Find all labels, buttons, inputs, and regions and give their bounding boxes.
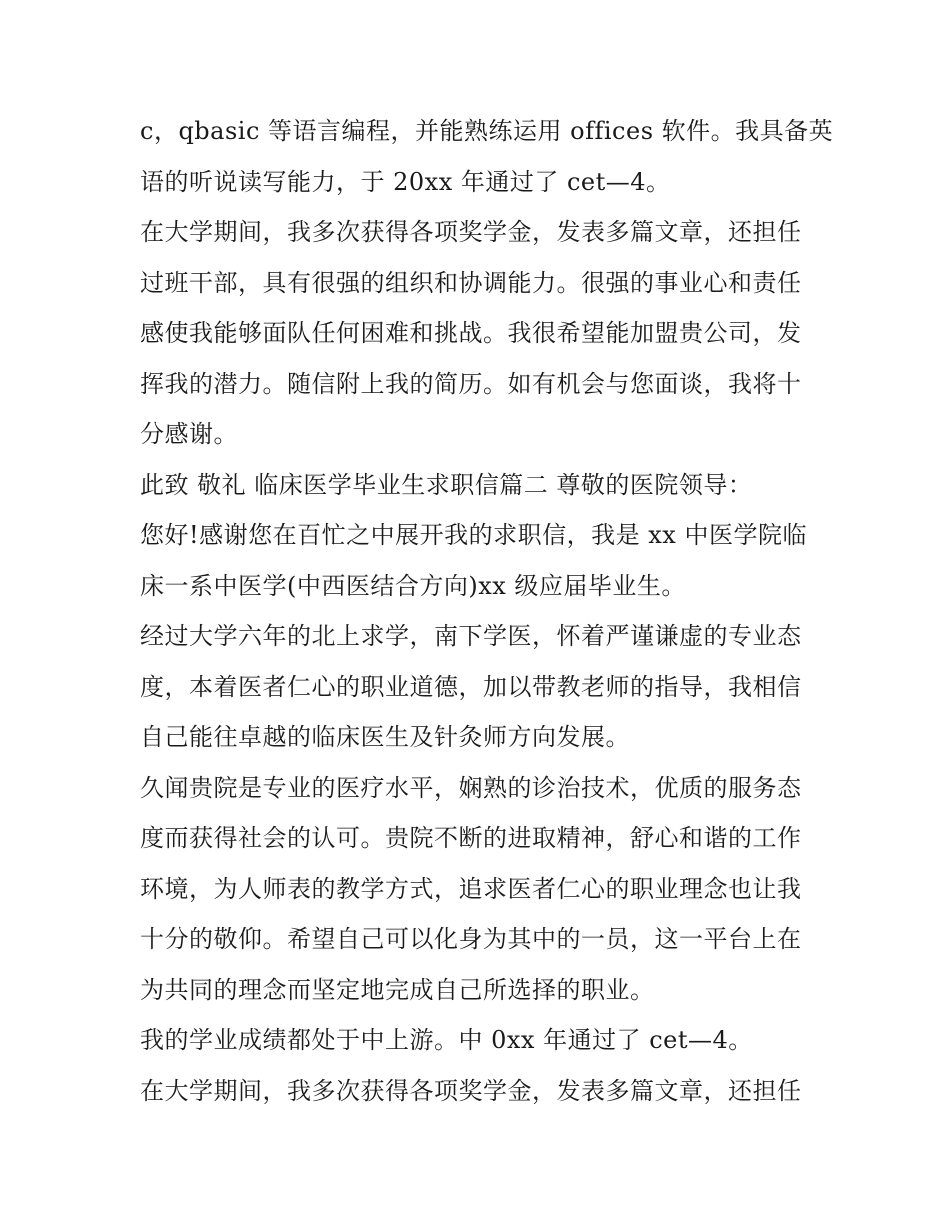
text-line: 度而获得社会的认可。贵院不断的进取精神，舒心和谐的工作: [140, 824, 802, 852]
text-line: 在大学期间，我多次获得各项奖学金，发表多篇文章，还担任: [140, 1076, 802, 1105]
text-line: 久闻贵院是专业的医疗水平，娴熟的诊治技术，优质的服务态: [140, 773, 802, 802]
text-line: 为共同的理念而坚定地完成自己所选择的职业。: [140, 975, 655, 1004]
text-line: 床一系中医学(中西医结合方向)xx 级应届毕业生。: [140, 571, 686, 600]
text-line: 过班干部，具有很强的组织和协调能力。很强的事业心和责任: [140, 268, 802, 297]
text-line: 此致 敬礼 临床医学毕业生求职信篇二 尊敬的医院领导：: [140, 470, 753, 499]
text-line: 感使我能够面队任何困难和挑战。我很希望能加盟贵公司，发: [140, 319, 802, 347]
text-line: 自己能往卓越的临床医生及针灸师方向发展。: [140, 723, 630, 751]
text-line: 十分的敬仰。希望自己可以化身为其中的一员，这一平台上在: [140, 925, 802, 953]
text-line: 分感谢。: [140, 420, 238, 448]
text-line: 度，本着医者仁心的职业道德，加以带教老师的指导，我相信: [140, 672, 802, 701]
text-line: 环境，为人师表的教学方式，追求医者仁心的职业理念也让我: [140, 874, 802, 903]
text-line: 经过大学六年的北上求学，南下学医，怀着严谨谦虚的专业态: [140, 622, 802, 650]
text-line: 语的听说读写能力，于 20xx 年通过了 cet—4。: [140, 167, 671, 196]
text-line: 我的学业成绩都处于中上游。中 0xx 年通过了 cet—4。: [140, 1026, 753, 1054]
text-line: c，qbasic 等语言编程，并能熟练运用 offices 软件。我具备英: [140, 117, 834, 145]
text-line: 在大学期间，我多次获得各项奖学金，发表多篇文章，还担任: [140, 218, 802, 246]
text-line: 您好!感谢您在百忙之中展开我的求职信，我是 xx 中医学院临: [140, 521, 807, 549]
body-text: [140, 106, 834, 1116]
text-line: 挥我的潜力。随信附上我的简历。如有机会与您面谈，我将十: [140, 369, 802, 398]
